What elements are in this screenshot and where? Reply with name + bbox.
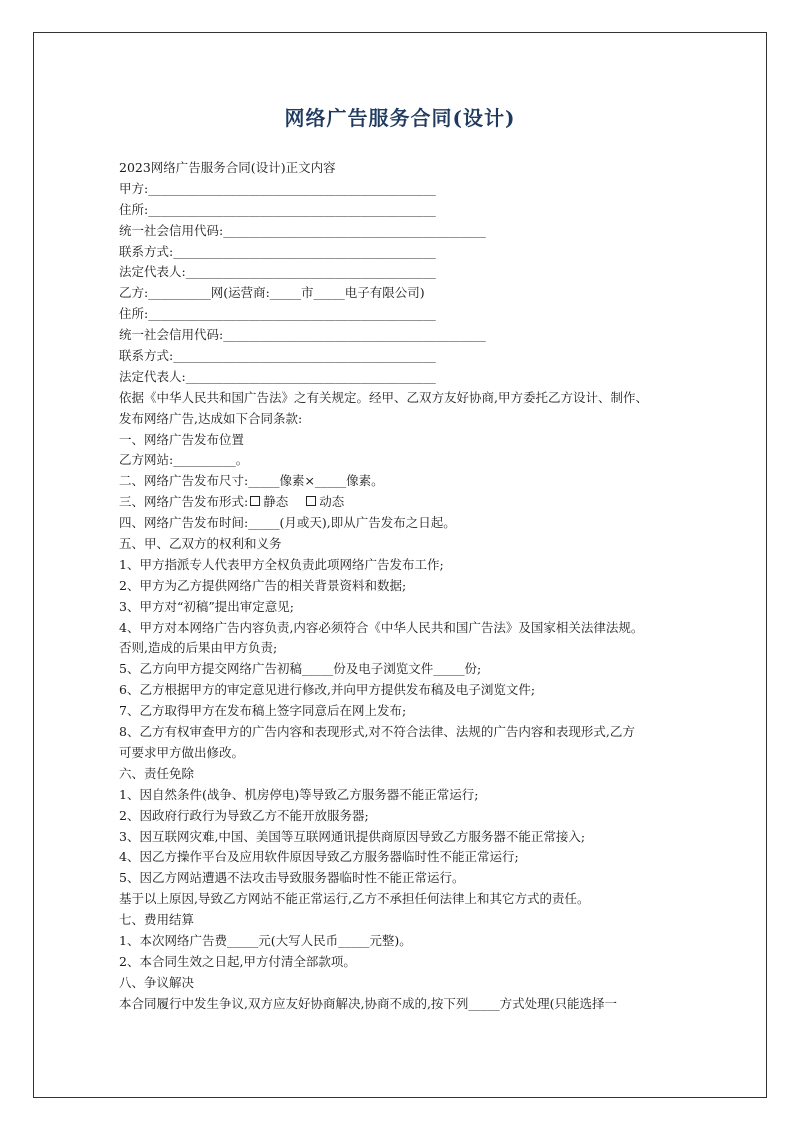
text-line: 二、网络广告发布尺寸:_____像素×_____像素。 bbox=[119, 473, 384, 489]
text-line: 依据《中华人民共和国广告法》之有关规定。经甲、乙双方友好协商,甲方委托乙方设计、制作、 bbox=[119, 389, 648, 405]
text-line: 2023网络广告服务合同(设计)正文内容 bbox=[119, 160, 336, 175]
text-line: 法定代表人:________________________________________ bbox=[119, 264, 436, 280]
text-line: 可要求甲方做出修改。 bbox=[119, 744, 245, 760]
text-line: 3、因互联网灾难,中国、美国等互联网通讯提供商原因导致乙方服务器不能正常接入; bbox=[119, 828, 586, 844]
text-line: 8、乙方有权审查甲方的广告内容和表现形式,对不符合法律、法规的广告内容和表现形式,乙方 bbox=[119, 724, 635, 740]
publish-form-label: 三、网络广告发布形式: bbox=[119, 494, 249, 510]
static-option-label: 静态 bbox=[263, 494, 289, 510]
text-line: 本合同履行中发生争议,双方应友好协商解决,协商不成的,按下列_____方式处理(只能选择一 bbox=[119, 995, 618, 1011]
text-line: 发布网络广告,达成如下合同条款: bbox=[119, 410, 303, 426]
text-line: 2、甲方为乙方提供网络广告的相关背景资料和数据; bbox=[119, 577, 407, 593]
text-line: 五、甲、乙双方的权利和义务 bbox=[119, 536, 282, 552]
static-checkbox[interactable] bbox=[250, 496, 260, 506]
text-line: 1、甲方指派专人代表甲方全权负责此项网络广告发布工作; bbox=[119, 556, 444, 572]
text-line: 7、乙方取得甲方在发布稿上签字同意后在网上发布; bbox=[119, 703, 407, 719]
text-line: 2、因政府行政行为导致乙方不能开放服务器; bbox=[119, 807, 369, 823]
text-line: 2、本合同生效之日起,甲方付清全部款项。 bbox=[119, 953, 356, 969]
text-line: 4、甲方对本网络广告内容负责,内容必须符合《中华人民共和国广告法》及国家相关法律法规。 bbox=[119, 619, 644, 635]
text-line: 1、因自然条件(战争、机房停电)等导致乙方服务器不能正常运行; bbox=[119, 786, 479, 802]
contract-body bbox=[119, 158, 691, 1015]
text-line: 六、责任免除 bbox=[119, 765, 195, 781]
text-line: 5、乙方向甲方提交网络广告初稿_____份及电子浏览文件_____份; bbox=[119, 661, 482, 677]
text-line: 甲方:______________________________________________ bbox=[119, 180, 436, 196]
text-line: 乙方:__________网(运营商:_____市_____电子有限公司) bbox=[119, 285, 425, 301]
text-line: 住所:______________________________________________ bbox=[119, 201, 436, 217]
text-line: 3、甲方对“初稿”提出审定意见; bbox=[119, 598, 294, 614]
dynamic-checkbox[interactable] bbox=[306, 496, 316, 506]
text-line: 七、费用结算 bbox=[119, 912, 195, 928]
publish-form-line bbox=[119, 492, 691, 513]
text-line: 乙方网站:__________。 bbox=[119, 452, 249, 468]
text-line: 6、乙方根据甲方的审定意见进行修改,并向甲方提供发布稿及电子浏览文件; bbox=[119, 682, 536, 698]
text-line: 统一社会信用代码:__________________________________________ bbox=[119, 327, 486, 343]
text-line: 一、网络广告发布位置 bbox=[119, 431, 245, 447]
text-line: 统一社会信用代码:__________________________________________ bbox=[119, 222, 486, 238]
text-line: 联系方式:__________________________________________ bbox=[119, 348, 436, 364]
text-line: 1、本次网络广告费_____元(大写人民币_____元整)。 bbox=[119, 932, 412, 948]
text-line: 四、网络广告发布时间:_____(月或天),即从广告发布之日起。 bbox=[119, 515, 456, 531]
text-line: 八、争议解决 bbox=[119, 974, 195, 990]
document-title: 网络广告服务合同(设计) bbox=[284, 106, 516, 130]
text-line: 联系方式:__________________________________________ bbox=[119, 243, 436, 259]
text-line: 住所:______________________________________________ bbox=[119, 306, 436, 322]
text-line: 否则,造成的后果由甲方负责; bbox=[119, 640, 278, 656]
text-line: 4、因乙方操作平台及应用软件原因导致乙方服务器临时性不能正常运行; bbox=[119, 849, 519, 865]
text-line: 法定代表人:________________________________________ bbox=[119, 368, 436, 384]
text-line: 5、因乙方网站遭遇不法攻击导致服务器临时性不能正常运行。 bbox=[119, 870, 465, 886]
text-line: 基于以上原因,导致乙方网站不能正常运行,乙方不承担任何法律上和其它方式的责任。 bbox=[119, 891, 590, 907]
dynamic-option-label: 动态 bbox=[319, 494, 345, 510]
